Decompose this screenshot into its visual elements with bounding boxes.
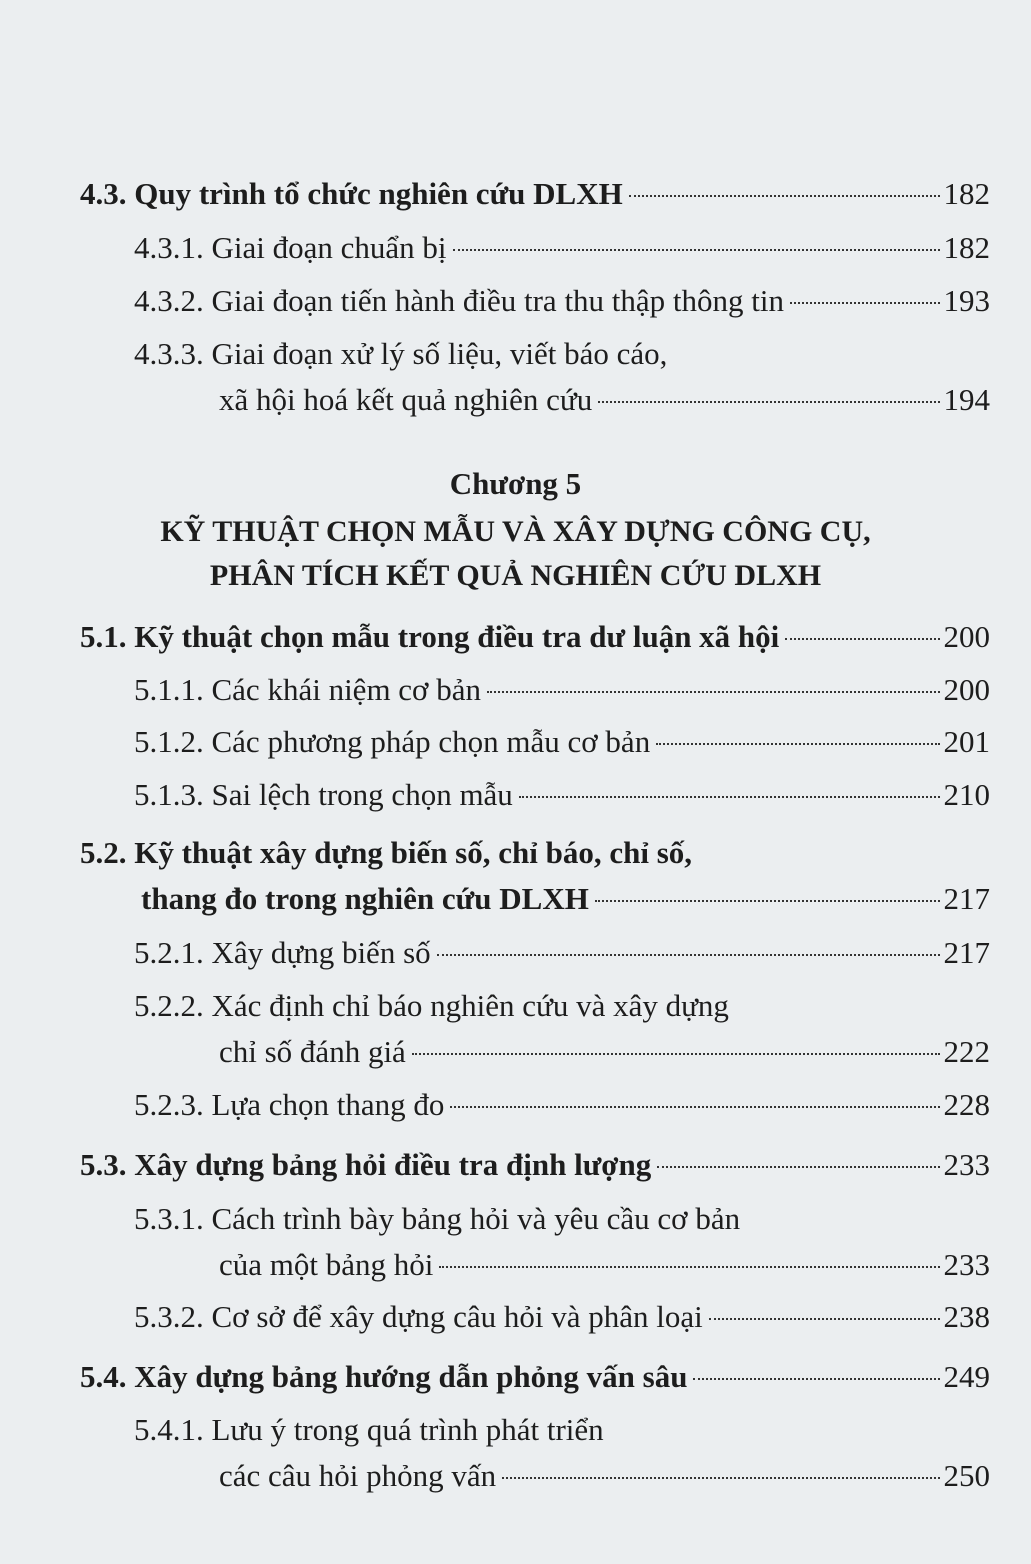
leader-dots	[656, 743, 939, 745]
toc-title: 5.2.3. Lựa chọn thang đo	[134, 1087, 445, 1122]
leader-dots	[629, 195, 940, 197]
toc-page-number: 222	[943, 1034, 990, 1069]
toc-entry-4-3-3	[0, 334, 990, 420]
leader-dots	[657, 1166, 939, 1168]
toc-title: 5.1. Kỹ thuật chọn mẫu trong điều tra dư luận xã hội	[80, 619, 780, 654]
toc-entry-5-1-3	[0, 775, 990, 815]
toc-title: chỉ số đánh giá	[219, 1034, 406, 1069]
toc-title: 5.1.1. Các khái niệm cơ bản	[134, 672, 481, 707]
toc-entry-5-1-1	[0, 670, 990, 710]
chapter-title-line1: KỸ THUẬT CHỌN MẪU VÀ XÂY DỰNG CÔNG CỤ,	[160, 515, 871, 548]
toc-title: 5.1.3. Sai lệch trong chọn mẫu	[134, 777, 513, 812]
toc-entry-5-2-1	[0, 933, 990, 973]
toc-entry-5-3	[0, 1145, 990, 1185]
toc-entry-5-3-2	[0, 1297, 990, 1337]
toc-page-number: 217	[943, 935, 990, 970]
toc-entry-5-2	[0, 833, 990, 919]
toc-page-number: 228	[943, 1087, 990, 1122]
leader-dots	[709, 1318, 940, 1320]
leader-dots	[693, 1378, 939, 1380]
toc-page-number: 233	[943, 1147, 990, 1182]
chapter-title-line2: PHÂN TÍCH KẾT QUẢ NGHIÊN CỨU DLXH	[209, 559, 822, 592]
toc-entry-5-2-2	[0, 986, 990, 1072]
toc-title-first-line: 5.2.2. Xác định chỉ báo nghiên cứu và xây dựng	[134, 988, 729, 1023]
toc-entry-5-4	[0, 1357, 990, 1397]
toc-entry-4-3-1	[0, 228, 990, 268]
leader-dots	[450, 1106, 939, 1108]
chapter-number: Chương 5	[449, 466, 582, 501]
toc-page-number: 217	[943, 881, 990, 916]
toc-entry-5-1-2	[0, 722, 990, 762]
toc-title: 5.3.2. Cơ sở để xây dựng câu hỏi và phân loại	[134, 1299, 703, 1334]
toc-page-number: 193	[943, 283, 990, 318]
toc-page-number: 238	[943, 1299, 990, 1334]
leader-dots	[437, 954, 940, 956]
leader-dots	[598, 401, 939, 403]
toc-page-number: 182	[943, 230, 990, 265]
toc-title-first-line: 5.3.1. Cách trình bày bảng hỏi và yêu cầu cơ bản	[134, 1201, 741, 1236]
toc-page-number: 200	[943, 672, 990, 707]
leader-dots	[595, 900, 940, 902]
leader-dots	[453, 249, 940, 251]
toc-title: 4.3. Quy trình tổ chức nghiên cứu DLXH	[80, 176, 623, 211]
toc-page-number: 182	[943, 176, 990, 211]
toc-title: của một bảng hỏi	[219, 1247, 434, 1282]
toc-entry-5-1	[0, 617, 990, 657]
toc-title: các câu hỏi phỏng vấn	[219, 1458, 497, 1493]
toc-title: thang đo trong nghiên cứu DLXH	[141, 881, 589, 916]
toc-page-number: 210	[943, 777, 990, 812]
leader-dots	[439, 1266, 939, 1268]
leader-dots	[790, 302, 939, 304]
toc-entry-4-3	[0, 174, 990, 214]
toc-title: 4.3.2. Giai đoạn tiến hành điều tra thu thập thông tin	[134, 283, 785, 318]
leader-dots	[487, 691, 940, 693]
toc-title: xã hội hoá kết quả nghiên cứu	[219, 382, 593, 417]
toc-page-number: 233	[943, 1247, 990, 1282]
toc-page-number: 194	[943, 382, 990, 417]
toc-page-number: 250	[943, 1458, 990, 1493]
toc-title: 5.4. Xây dựng bảng hướng dẫn phỏng vấn sâu	[80, 1359, 688, 1394]
toc-entry-4-3-2	[0, 281, 990, 321]
toc-title: 5.3. Xây dựng bảng hỏi điều tra định lượng	[80, 1147, 652, 1182]
toc-title: 5.1.2. Các phương pháp chọn mẫu cơ bản	[134, 724, 651, 759]
toc-title: 4.3.1. Giai đoạn chuẩn bị	[134, 230, 447, 265]
toc-page-number: 201	[943, 724, 990, 759]
toc-title: 5.2.1. Xây dựng biến số	[134, 935, 431, 970]
toc-title-first-line: 4.3.3. Giai đoạn xử lý số liệu, viết báo cáo,	[134, 336, 668, 371]
chapter-heading	[0, 464, 1031, 598]
toc-page-number: 249	[943, 1359, 990, 1394]
toc-title-first-line: 5.4.1. Lưu ý trong quá trình phát triển	[134, 1412, 604, 1447]
leader-dots	[785, 638, 939, 640]
leader-dots	[502, 1477, 939, 1479]
leader-dots	[519, 796, 940, 798]
toc-page-number: 200	[943, 619, 990, 654]
toc-title-first-line: 5.2. Kỹ thuật xây dựng biến số, chỉ báo, chỉ số,	[80, 835, 693, 870]
toc-entry-5-2-3	[0, 1085, 990, 1125]
leader-dots	[412, 1053, 940, 1055]
toc-entry-5-3-1	[0, 1199, 990, 1285]
toc-entry-5-4-1	[0, 1410, 990, 1496]
